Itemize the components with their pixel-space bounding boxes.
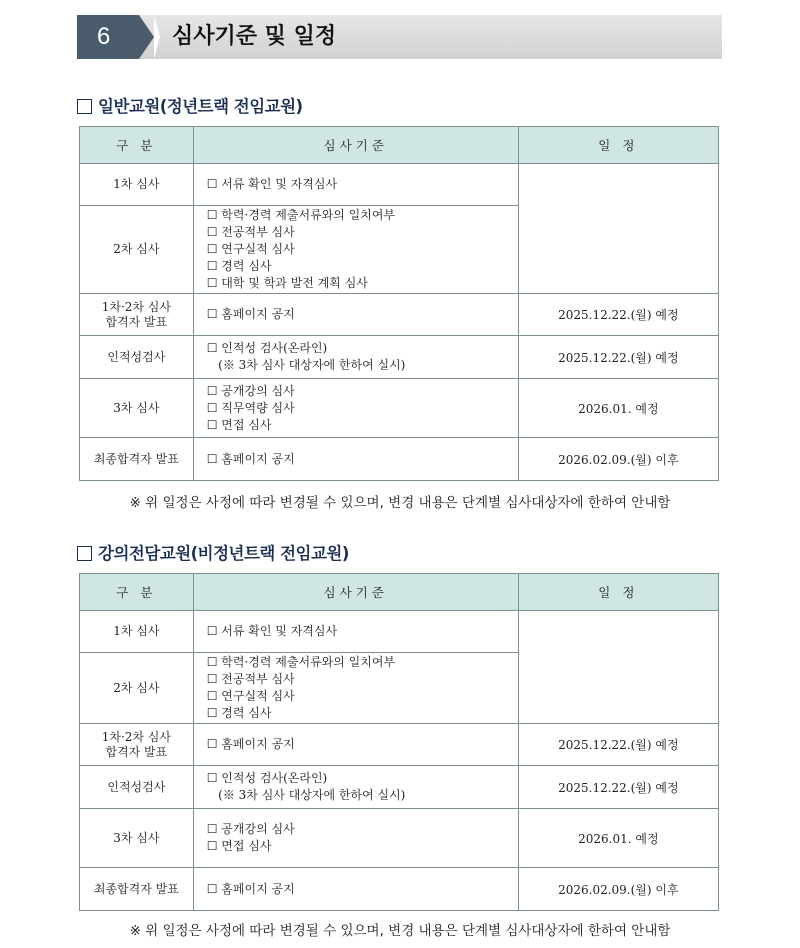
column-header: 구 분 (80, 127, 194, 164)
criteria-item: (※ 3차 심사 대상자에 한하여 실시) (206, 788, 406, 802)
row-criteria (193, 336, 518, 379)
row-schedule (518, 611, 718, 724)
table-row (80, 868, 719, 911)
criteria-item: ☐ 연구실적 심사 (206, 689, 295, 703)
page-title: 심사기준 및 일정 (172, 24, 337, 49)
criteria-item: ☐ 전공적부 심사 (206, 225, 295, 239)
section-number: 6 (77, 15, 139, 59)
row-criteria (193, 724, 518, 766)
criteria-item: ☐ 대학 및 학과 발전 계획 심사 (206, 276, 368, 290)
schedule-note: ※ 위 일정은 사정에 따라 변경될 수 있으며, 변경 내용은 단계별 심사대상자에 한하여 안내함 (129, 495, 671, 511)
row-category: 3차 심사 (80, 809, 194, 868)
criteria-item: ☐ 홈페이지 공지 (206, 737, 295, 751)
row-category: 2차 심사 (80, 206, 194, 294)
table-row (80, 766, 719, 809)
column-header: 일 정 (518, 574, 718, 611)
criteria-item: ☐ 인적성 검사(온라인) (206, 771, 328, 785)
section-heading-lecture (77, 540, 349, 564)
criteria-item: ☐ 학력·경력 제출서류와의 일치여부 (206, 208, 396, 222)
criteria-item: ☐ 공개강의 심사 (206, 383, 295, 398)
row-schedule: 2025.12.22.(월) 예정 (518, 766, 718, 809)
table-row (80, 164, 719, 206)
criteria-item: ☐ 직무역량 심사 (206, 400, 295, 415)
table-row (80, 379, 719, 438)
schedule-table-regular (79, 126, 719, 481)
section-heading-text: 강의전담교원(비정년트랙 전임교원) (98, 544, 349, 563)
row-schedule: 2026.02.09.(월) 이후 (518, 438, 718, 481)
checkbox-icon (77, 546, 92, 561)
criteria-item: ☐ 홈페이지 공지 (206, 451, 295, 466)
section-banner (77, 15, 722, 59)
row-criteria (193, 164, 518, 206)
row-criteria (193, 766, 518, 809)
table-header-row (80, 127, 719, 164)
row-category: 2차 심사 (80, 653, 194, 724)
row-criteria (193, 379, 518, 438)
row-category: 3차 심사 (80, 379, 194, 438)
section-heading-text: 일반교원(정년트랙 전임교원) (98, 97, 303, 116)
banner-arrow-gap (154, 15, 160, 59)
criteria-item: ☐ 홈페이지 공지 (206, 307, 295, 321)
row-category: 인적성검사 (80, 336, 194, 379)
row-category: 1차 심사 (80, 164, 194, 206)
table-row (80, 611, 719, 653)
row-schedule: 2026.02.09.(월) 이후 (518, 868, 718, 911)
row-schedule: 2026.01. 예정 (518, 809, 718, 868)
column-header: 심사기준 (193, 574, 518, 611)
criteria-item: ☐ 연구실적 심사 (206, 242, 295, 256)
criteria-item: ☐ 인적성 검사(온라인) (206, 341, 328, 355)
section-heading-regular (77, 93, 303, 117)
criteria-item: ☐ 학력·경력 제출서류와의 일치여부 (206, 655, 396, 669)
table-header-row (80, 574, 719, 611)
row-schedule: 2026.01. 예정 (518, 379, 718, 438)
schedule-note: ※ 위 일정은 사정에 따라 변경될 수 있으며, 변경 내용은 단계별 심사대상자에 한하여 안내함 (129, 923, 671, 939)
row-schedule: 2025.12.22.(월) 예정 (518, 724, 718, 766)
row-criteria (193, 611, 518, 653)
criteria-item: (※ 3차 심사 대상자에 한하여 실시) (206, 358, 406, 372)
schedule-table-lecture (79, 573, 719, 911)
row-criteria (193, 438, 518, 481)
column-header: 구 분 (80, 574, 194, 611)
column-header: 일 정 (518, 127, 718, 164)
table-row (80, 336, 719, 379)
row-schedule (518, 164, 718, 294)
criteria-item: ☐ 공개강의 심사 (206, 822, 295, 836)
criteria-item: ☐ 면접 심사 (206, 417, 272, 432)
criteria-item: ☐ 서류 확인 및 자격심사 (206, 177, 338, 191)
row-criteria (193, 294, 518, 336)
criteria-item: ☐ 경력 심사 (206, 706, 272, 720)
row-category: 최종합격자 발표 (80, 438, 194, 481)
criteria-item: ☐ 전공적부 심사 (206, 672, 295, 686)
table-row (80, 294, 719, 336)
row-category: 최종합격자 발표 (80, 868, 194, 911)
table-row (80, 809, 719, 868)
row-schedule: 2025.12.22.(월) 예정 (518, 294, 718, 336)
column-header: 심사기준 (193, 127, 518, 164)
criteria-item: ☐ 서류 확인 및 자격심사 (206, 624, 338, 638)
criteria-item: ☐ 홈페이지 공지 (206, 881, 295, 896)
row-category: 인적성검사 (80, 766, 194, 809)
table-row (80, 724, 719, 766)
row-schedule: 2025.12.22.(월) 예정 (518, 336, 718, 379)
row-criteria (193, 809, 518, 868)
row-criteria (193, 653, 518, 724)
row-criteria (193, 206, 518, 294)
row-category: 1차·2차 심사 합격자 발표 (80, 294, 194, 336)
criteria-item: ☐ 면접 심사 (206, 839, 272, 853)
criteria-item: ☐ 경력 심사 (206, 259, 272, 273)
table-row (80, 438, 719, 481)
row-criteria (193, 868, 518, 911)
banner-arrow-icon (139, 15, 154, 59)
row-category: 1차 심사 (80, 611, 194, 653)
row-category: 1차·2차 심사 합격자 발표 (80, 724, 194, 766)
checkbox-icon (77, 99, 92, 114)
